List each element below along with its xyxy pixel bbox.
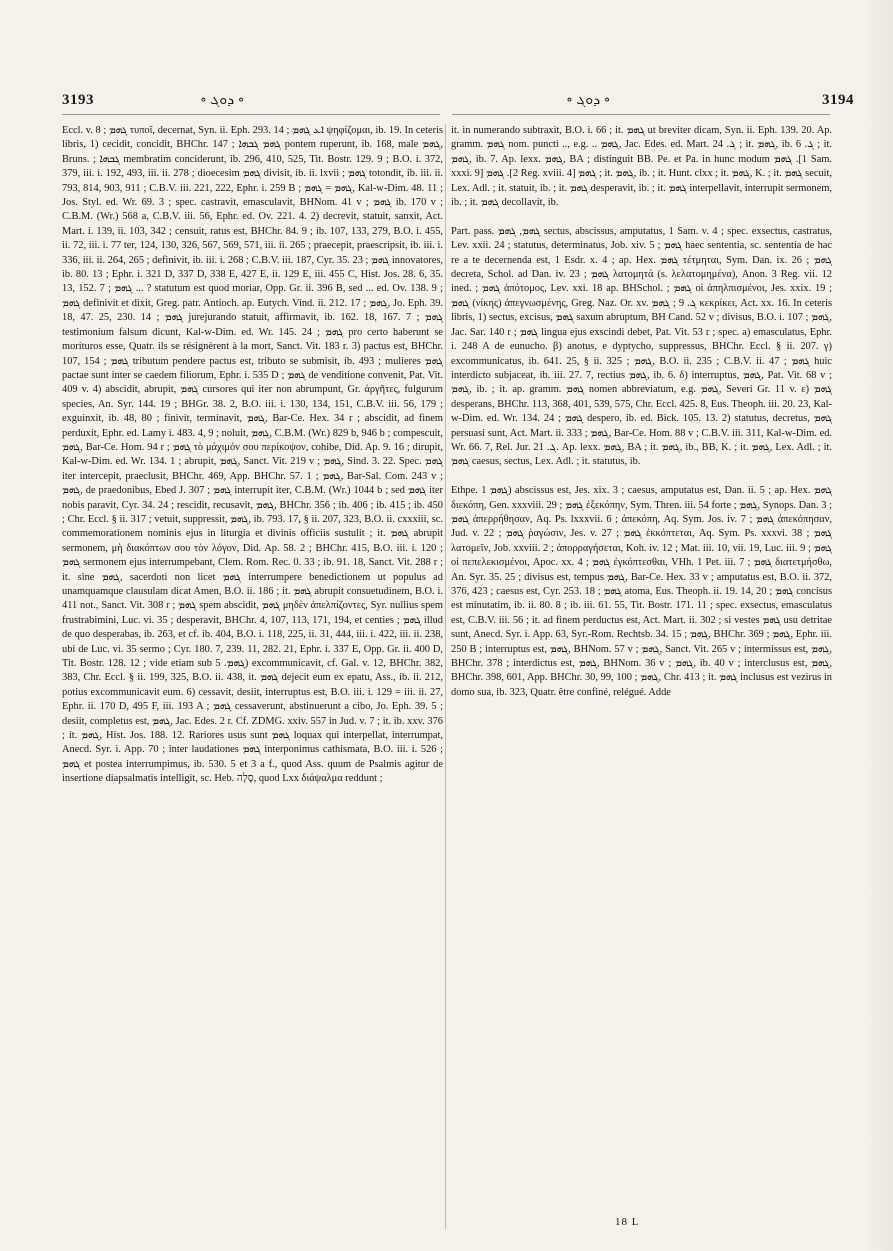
page-edge-shadow <box>863 0 893 1251</box>
right-column <box>451 124 832 1234</box>
left-column <box>62 124 443 1234</box>
column-divider <box>445 124 446 1229</box>
page-number-left: 3193 <box>62 92 94 108</box>
signature-mark: 18 L <box>615 1216 640 1228</box>
header-rule-left <box>62 114 440 115</box>
running-head-left: ∘ ܕܘܓ ∘ <box>200 93 245 108</box>
left-column-text: Eccl. v. 8 ; ܓܗܡ τυποῖ, decernat, Syn. ii. Eph. 293. 14 ; ܐܥ ܓܗܡ ψηφίζομαι, ib. 19. In ceteris libris, 1) cecidit, concidit, BHChr. 147 ; ܓܗܡ ܓܒܗܐ pontem ruperunt, ib. 168, male ܓܗܡ, Bruns. ; ܓܒܗܐ membratim conciderunt, ib. 296, 410, 525, Tit. Bostr. 129. 9 ; B.O. i. 372, 379, iii. i. 192, 493, iii. ii. 278 ; dioecesim ܓܗܡ divisit, ib. ii. lxvii ; ܓܗܡ totondit, ib. iii. ii. 793, 814, 903, 911 ; C.B.V. iii. 221, 222, Ephr. i. 259 B ; ܓܗܡ = ܓܗܡ, Kal-w-Dim. 48. 11 ; Jos. Styl. ed. Wr. 69. 3 ; spec. castravit, emasculavit, BHNom. 41 v ; ܓܗܡ ib. 170 v ; C.B.M. (Wr.) 568 a, C.B.V. iii. 56, Ephr. ed. Ov. 221. 4. 2) decrevit, statuit, sanxit, Act. Mart. i. 139, ii. 103, 342 ; censuit, ratus est, BHChr. 84. 9 ; ib. 107, 133, 279, B.O. i. 455, ii. 72, iii. i. 77 ter, 124, 130, 326, 567, 569, 571, iii. ii. 265 ; praecepit, praescripsit, ib. iii. i. 336, iii. ii. 264, 265 ; definivit, ib. iii. i. 268 ; C.B.V. iii. 187, Cyr. 35. 23 ; ܓܗܡ innovatores, ib. 80. 13 ; Ephr. i. 321 D, 337 D, 338 E, 427 E, ii. 129 E, iii. 455 C, Hist. Jos. 28. 6, 35. 13, 152. 7 ; ܓܗܡ ... ? statutum est quod moriar, Opp. Gr. ii. 396 B, sed ... ed. Ov. 138. 9 ; ܓܗܡ definivit et dixit, Greg. patr. Antioch. ap. Eutych. Vind. ii. 212. 17 ; ܓܗܡ, Jo. Eph. 39. 18, 47. 25, 230. 14 ; ܓܗܡ jurejurando statuit, affirmavit, ib. 162. 18, 167. 7 ; ܓܗܡ testimonium falsum dicunt, Kal-w-Dim. ed. Wr. 145. 24 ; ܓܗܡ pro certo haberunt se morituros esse, Quatr. ils se résignèrent à la mort, Sanct. Vit. 183 r. 3) pactus est, BHChr. 107, 154 ; ܓܗܡ tributum pendere pactus est, tributo se submisit, ib. 493 ; mulieres ܓܗܡ pactae sunt inter se caedem filiorum, Ephr. i. 535 D ; ܓܗܡ de venditione convenit, Pat. Vit. 409 v. 4) abscidit, abrupit, ܓܗܡ cursores qui iter non abrumpunt, Gr. ἀργῆτες, fulgurum species, An. Syr. 144. 19 ; BHGr. 38. 2, B.O. iii. i. 130, 134, 151, C.B.V. iii. 56, 179 ; exguinxit, ib. 48, 80 ; finivit, terminavit, ܓܗܡ, Bar-Ce. Hex. 34 r ; abscidit, ad finem perduxit, Ephr. ed. Lamy i. 483. 4, 9 ; noluit, ܓܗܡ, C.B.M. (Wr.) 829 b, 946 b ; compescuit, ܓܗܡ, Bar-Ce. Hom. 94 r ; ܓܗܡ τὸ μάχιμόν σου περίκοψον, cohibe, Did. Ap. 9. 16 ; dirupit, Kal-w-Dim. ed. Wr. 134. 1 ; abrupit, ܓܗܡ, Sanct. Vit. 219 v ; ܓܗܡ, Sind. 3. 22. Spec. ܓܗܡ iter intercepit, praeclusit, BHChr. 469, App. BHChr. 57. 1 ; ܓܗܡ, Bar-Sal. Com. 243 v ; ܓܗܡ, de praedonibus, Ebed J. 307 ; ܓܗܡ interrupit iter, C.B.M. (Wr.) 1044 b ; sed ܓܗܡ iter nobis paravit, Cyr. 34. 24 ; rescidit, recusavit, ܓܗܡ, BHChr. 356 ; ib. 406 ; ib. 415 ; ib. 450 ; Chr. Eccl. § ii. 317 ; vetuit, suppressit, ܓܗܡ, ib. 793. 17, § ii. 207, 323, B.O. ii. cxxxiii, sc. commemorationem nominis ejus in liturgia et divinis officiis sustulit ; it. ܓܗܡ abrupit sermonem, μὴ διακόπτων σου τὸν λόγον, Did. Ap. 58. 2 ; BHChr. 415, B.O. iii. i. 120 ; ܓܗܡ sermonem ejus interrumpebant, Clem. Rom. Rec. 0. 33 ; ib. 91. 18, Sanct. Vit. 288 r ; it. sine ܓܗܡ, sacerdoti non licet ܓܗܡ interrumpere benedictionem ut populus ad unamquamque clausulam dicat Amen, B.O. ii. 186 ; it. ܓܗܡ abrupit consuetudinem, B.O. i. 411 not., Sanct. Vit. 308 r ; ܓܗܡ spem abscidit, ܓܗܡ μηδὲν ἀπελπίζοντες, Syr. nullius spem frustrabimini, Luc. vi. 35 ; desperavit, BHChr. 4, 107, 113, 171, 194, et centies ; ܓܗܡ illud de quo desperabas, ib. 263, et cf. ib. 404, B.O. i. 118, 225, ii. 31, 444, iii. i. 422, iii. ii. 238, ubi de Luc. vi. 35 sermo ; Cyr. 180. 7, 239. 11, 282. 21, Ephr. i. 337 E, Opp. Gr. ii. 400 D, Tit. Bostr. 128. 12 ; vide etiam sub ܓܗܡ. 5) excommunicavit, cf. Gal. v. 12, BHChr. 382, 383, Chr. Eccl. § ii. 199, 325, B.O. ii. 438, it. ܓܗܡ dejecit eum ex epatu, Ass., ib. ii. 212, potius excommunicavit eum. 6) cessavit, desiit, interruptus est, B.O. iii. i. 129 = iii. ii. 27, Ephr. ii. 170 D, 495 F, iii. 193 A ; ܓܗܡ cessaverunt, abstinuerunt a cibo, Jo. Eph. 39. 5 ; desiit, completus est, ܓܗܡ, Jac. Edes. 2 r. Cf. ZDMG. xxiv. 557 in Jud. v. 7 ; it. ib. xxv. 376 ; it. ܓܗܡ, Hist. Jos. 188. 12. Rariores usus sunt ܓܗܡ loquax qui interpellat, interrumpat, Anecd. Syr. i. App. 70 ; inter laudationes ܓܗܡ interponimus cathismata, B.O. iii. i. 526 ; ܓܗܡ et postea interrumpimus, ib. 530. 5 et 3 a f., quod Ass. quum de Psalmis agitur de insertione diapsalmatis intelligit, sc. Heb. סֶלָה, quod Lxx διάψαλμα reddunt ; <box>62 125 443 785</box>
header-rule-right <box>452 114 830 115</box>
right-column-text: it. in numerando subtraxit, B.O. i. 66 ; it. ܓܗܡ ut breviter dicam, Syn. ii. Eph. 139. 20. Ap. gramm. ܓܗܡ nom. puncti .., e.g. .. ܓܗܡ, Jac. Edes. ed. Mart. ܓ. 24 ; it. ܓܗܡ, ib. ܓ. 6 ; it. ܓܗܡ, ib. 7. Ap. lexx. ܓܗܡ, BA ; distinguit BB. Pe. et Pa. in hunc modum ܓܗܡ .[1 Sam. xxxi. 9] ܓܗܡ .[2 Reg. xviii. 4] ܓܗܡ ; it. ܓܗܡ, ib. ; it. Hunt. clxx ; it. ܓܗܡ, K. ; it. ܓܗܡ secuit, Lex. Adl. ; it. statuit, ib. ; it. ܓܗܡ desperavit, ib. ; it. ܓܗܡ interpellavit, interrupit sermonem, ib. ; it. ܓܗܡ decollavit, ib. Part. pass. ܓܗܡ, ܓܗܡ sectus, abscissus, amputatus, 1 Sam. v. 4 ; spec. exsectus, castratus, Lev. xxii. 24 ; statutus, determinatus, Job. xiv. 5 ; ܓܗܡ haec sententia, sc. sententia de hac re a te decernenda est, 1 Esdr. x. 4 ; ap. Hex. ܓܗܡ τέτμηται, Sym. Dan. ix. 26 ; ܓܗܡ decreta, Schol. ad Dan. iv. 23 ; ܓܗܡ λατομητά (s. λελατομημένα), Anon. 3 Reg. vii. 12 ined. ; ܓܗܡ ἀπότομος, Lev. xxi. 18 ap. BHSchol. ; ܓܗܡ οἱ ἀπηλπισμένοι, Jes. xxix. 19 ; ܓܗܡ (νίκης) ἀπεγνωσμένης, Greg. Naz. Or. xv. ܓ. 9 ; ܓܗܡ κεκρίκει, Act. xx. 16. In ceteris libris, 1) sectus, excisus, ܓܗܡ saxum abruptum, BH Cand. 52 v ; divisus, B.O. i. 107 ; ܓܗܡ, Jac. Sar. 140 r ; ܓܗܡ lingua ejus exscindi debet, Pat. Vit. 53 r ; spec. a) emasculatus, Ephr. i. 248 A de eunucho. β) anotus, e dyptycho, suppressus, BHChr. Eccl. § ii. 207. γ) excommunicatus, ib. 641. 25, § ii. 325 ; ܓܗܡ, B.O. ii. 235 ; C.B.V. ii. 47 ; ܓܗܡ huic interdicto subjaceat, ib. iii. 27. 7, rectius ܓܗܡ, ib. 6. δ) interruptus, ܓܗܡ, Pat. Vit. 68 v ; ܓܗܡ, ib. ; it. ap. gramm. ܓܗܡ nomen abbreviatum, e.g. ܓܗܡ, Severi Gr. 11 v. ε) ܓܗܡ desperans, BHChr. 113, 368, 401, 539, 575, Chr. Eccl. 425. 8, Eus. Theoph. iii. 20. 23, Kal-w-Dim. ed. Wr. 134. 24 ; ܓܗܡ despero, ib. ed. Bick. 105. 13. 2) statutus, decretus, ܓܗܡ persuasi sunt, Act. Mart. ii. 333 ; ܓܗܡ, Bar-Ce. Hom. 88 v ; C.B.V. iii. 311, Kal-w-Dim. ed. Wr. 66. 7, Rel. Jur. ܓ. 21. Ap. lexx. ܓܗܡ, BA ; it. ܓܗܡ, ib., BB, K. ; it. ܓܗܡ, Lex. Adl. ; it. ܓܗܡ caesus, sectus, Lex. Adl. ; it. statutus, ib. Ethpe. ܓܗܡ 1) abscissus est, Jes. xix. 3 ; caesus, amputatus est, Dan. ii. 5 ; ap. Hex. ܓܗܡ διεκόπη, Gen. xxxviii. 29 ; ܓܗܡ ἐξεκόπην, Sym. Thren. iii. 54 forte ; ܓܗܡ, Synops. Dan. 3 ; ܓܗܡ ἀπερρήθησαν, Aq. Ps. lxxxvii. 6 ; ἀπεκόπη, Aq. Sym. Jos. iv. 7 ; ܓܗܡ ἀπεκόπησαν, Jud. v. 22 ; ܓܗܡ ῥαγώσιν, Jes. v. 27 ; ܓܗܡ ἐκκόπτεται, Aq. Sym. Ps. xxxvi. 38 ; ܓܗܡ λατομεῖν, Job. xxviii. 2 ; ἀπορραγήσεται, Koh. iv. 12 ; Mat. iii. 10, vii. 19, Luc. iii. 9 ; ܓܗܡ οἱ πεπελεκισμένοι, Apoc. xx. 4 ; ܓܗܡ ἐγκόπτεσθαι, VHh. 1 Pet. iii. 7 ; ܓܗܡ διατετμήσθω, An. Syr. 35. 25 ; divisus est, tempus ܓܗܡ, Bar-Ce. Hex. 33 v ; amputatus est, B.O. ii. 372, 376, 423 ; caesus est, Cyr. 253. 18 ; ܓܗܡ atoma, Eus. Theoph. ii. 19. 14, 20 ; ܓܗܡ concisus est minutatim, ib. ii. 80. 8 ; ib. iii. 61. 55, Tit. Bostr. 171. 11 ; spec. exsectus, emasculatus est, C.B.V. iii. 56 ; it. ad finem perductus est, Act. Mart. ii. 302 ; si vestes ܓܗܡ usu detritae sunt, Anecd. Syr. i. App. 63, Syr.-Rom. Rechtsb. 34. 15 ; ܓܗܡ, BHChr. 369 ; ܓܗܡ, Ephr. iii. 250 B ; interruptus est, ܓܗܡ, BHNom. 57 v ; ܓܗܡ, Sanct. Vit. 265 v ; intermissus est, ܓܗܡ, BHChr. 378 ; interdictus est, ܓܗܡ, BHNom. 36 v ; ܓܗܡ, ib. 40 v ; interclusus est, ܓܗܡ, BHChr. 398, 601, App. BHChr. 30, 99, 100 ; ܓܗܡ, Chr. 413 ; it. ܓܗܡ inclusus est vezirus in domo sua, ib. 323, Quatr. être confiné, relégué. Adde <box>451 125 832 698</box>
running-head-right: ∘ ܕܘܓ ∘ <box>566 93 611 108</box>
page-number-right: 3194 <box>822 92 854 108</box>
